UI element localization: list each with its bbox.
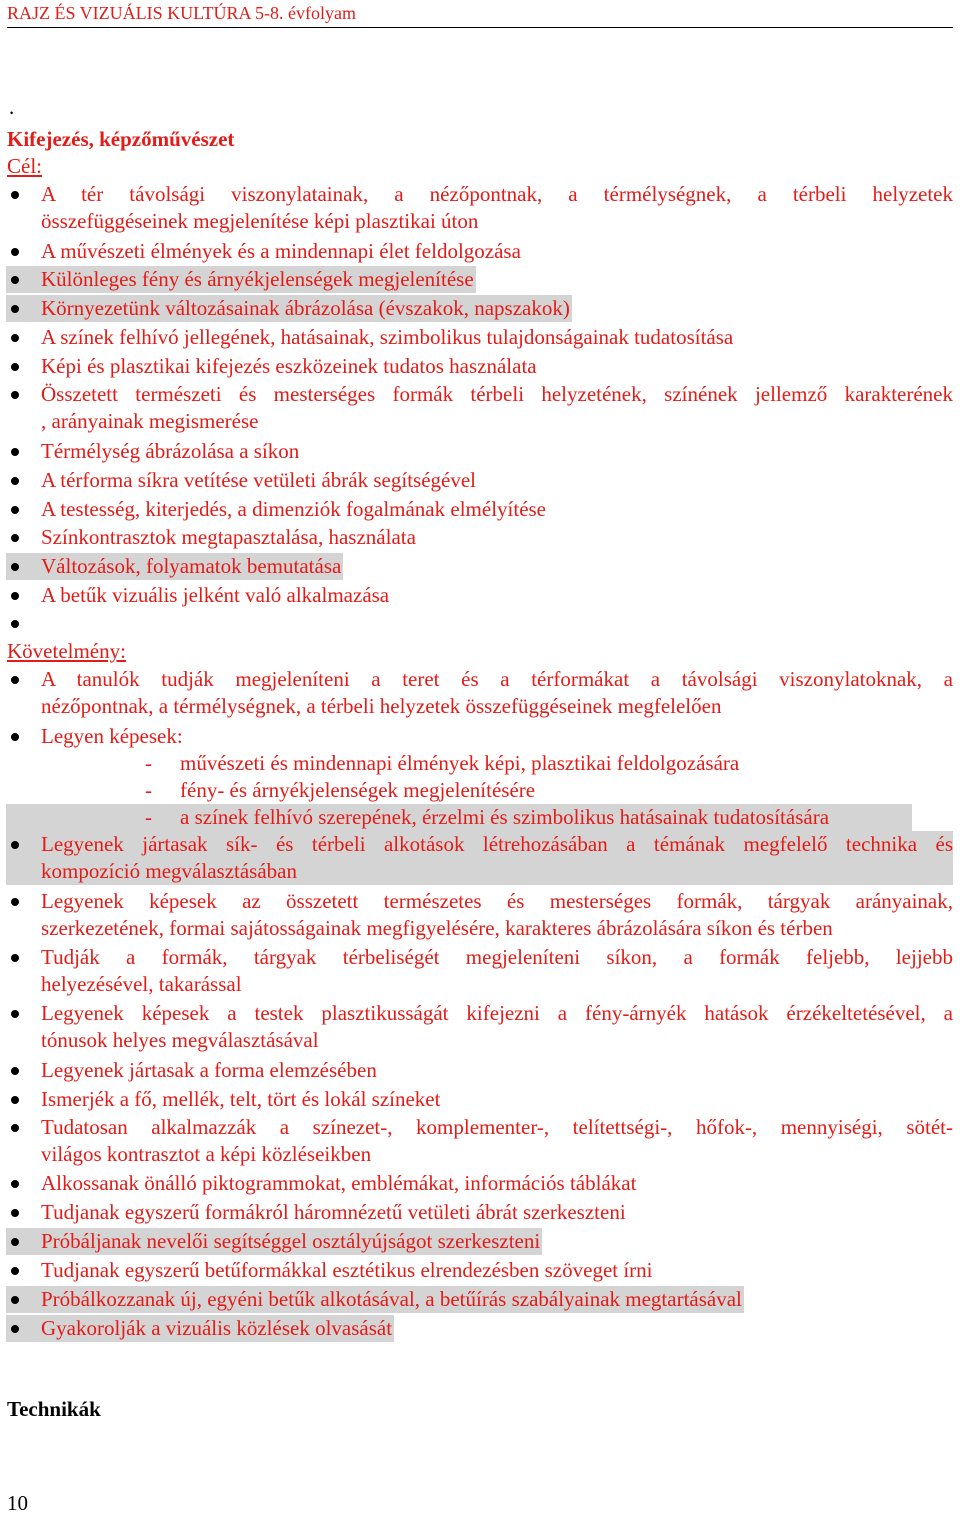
- bullet-icon: [11, 1067, 19, 1075]
- requirement-item-text: [41, 1114, 953, 1168]
- requirement-item-line: Próbáljanak nevelői segítséggel osztályújságot szerkeszteni: [41, 1229, 541, 1253]
- requirement-item-line: A tanulók tudják megjeleníteni a teret és a térformákat a távolsági viszonylatoknak, a: [41, 667, 953, 691]
- page-number: 10: [7, 1491, 28, 1515]
- requirement-item-text: [41, 1286, 953, 1313]
- requirement-item: [0, 888, 953, 942]
- goal-item-line: A betűk vizuális jelként való alkalmazása: [41, 583, 390, 607]
- sub-item-text: a színek felhívó szerepének, érzelmi és szimbolikus hatásainak tudatosítására: [180, 805, 830, 829]
- bullet-icon: [11, 1209, 19, 1217]
- requirement-item-line: tónusok helyes megválasztásával: [41, 1028, 319, 1052]
- requirement-item-line: Tudják a formák, tárgyak térbeliségét megjeleníteni síkon, a formák feljebb, lejjebb: [41, 945, 953, 969]
- leading-dot: .: [9, 95, 15, 119]
- bullet-icon: [11, 448, 19, 456]
- requirement-item-text: [41, 831, 953, 885]
- goal-item-line: A tér távolsági viszonylatainak, a nézőpontnak, a térmélységnek, a térbeli helyzetek: [41, 182, 953, 206]
- goal-item-line: A művészeti élmények és a mindennapi élet feldolgozása: [41, 239, 521, 263]
- goal-item-line: Színkontrasztok megtapasztalása, használata: [41, 525, 416, 549]
- bullet-icon: [11, 391, 19, 399]
- bullet-icon: [11, 248, 19, 256]
- goal-item-text: [41, 324, 953, 351]
- requirement-item-line: Legyenek jártasak a forma elemzésében: [41, 1058, 377, 1082]
- bullet-icon: [11, 191, 19, 199]
- header-title: RAJZ ÉS VIZUÁLIS KULTÚRA 5-8. évfolyam: [7, 3, 356, 23]
- requirement-item-text: [41, 1086, 953, 1113]
- requirement-item-text: [41, 944, 953, 998]
- goal-item: [0, 324, 953, 351]
- bullet-icon: [11, 733, 19, 741]
- requirement-item-line: Gyakorolják a vizuális közlések olvasását: [41, 1316, 393, 1340]
- requirement-item-line: Legyenek képesek az összetett természetes és mesterséges formák, tárgyak arányainak,: [41, 889, 953, 913]
- requirement-heading: Követelmény:: [7, 639, 126, 663]
- requirement-item-text: [41, 723, 953, 750]
- requirement-item-line: Legyenek képesek a testek plasztikusságát kifejezni a fény-árnyék hatások érzékeltetésével, a: [41, 1001, 953, 1025]
- goal-item-line: A testesség, kiterjedés, a dimenziók fogalmának elmélyítése: [41, 497, 547, 521]
- requirement-item-line: szerkezetének, formai sajátosságainak megfigyelésére, karakteres ábrázolására síkon és térben: [41, 916, 833, 940]
- goal-item-text: [41, 353, 953, 380]
- requirement-item: [0, 1057, 953, 1084]
- requirement-item-text: [41, 1170, 953, 1197]
- goal-item: [0, 381, 953, 435]
- requirement-item: [0, 723, 953, 750]
- bullet-icon: [11, 506, 19, 514]
- bullet-icon: [11, 1325, 19, 1333]
- goal-item-text: [41, 582, 953, 609]
- sub-item-text: művészeti és mindennapi élmények képi, plasztikai feldolgozására: [180, 751, 740, 775]
- bullet-icon: [11, 841, 19, 849]
- bullet-icon: [11, 276, 19, 284]
- goal-item-line: [41, 610, 953, 637]
- requirement-item-line: Legyen képesek:: [41, 724, 183, 748]
- requirement-item: [0, 944, 953, 998]
- bullet-icon: [11, 477, 19, 485]
- bullet-icon: [11, 1296, 19, 1304]
- goal-item-line: , arányainak megismerése: [41, 409, 259, 433]
- bullet-icon: [11, 1180, 19, 1188]
- requirement-item-line: Tudjanak egyszerű betűformákkal esztétikus elrendezésben szöveget írni: [41, 1258, 653, 1282]
- bullet-icon: [11, 334, 19, 342]
- goal-item: [0, 524, 953, 551]
- goal-item-text: [41, 295, 953, 322]
- goal-item-line: Összetett természeti és mesterséges formák térbeli helyzetének, színének jellemző karakterének: [41, 382, 953, 406]
- goal-item-text: [41, 524, 953, 551]
- requirement-item-line: Alkossanak önálló piktogrammokat, emblémákat, információs táblákat: [41, 1171, 637, 1195]
- goal-item: [0, 438, 953, 465]
- requirement-item: [0, 1114, 953, 1168]
- bullet-icon: [11, 1238, 19, 1246]
- bullet-icon: [11, 954, 19, 962]
- bullet-icon: [11, 592, 19, 600]
- goal-heading: Cél:: [7, 154, 42, 178]
- goal-item: [0, 582, 953, 609]
- bullet-icon: [11, 1010, 19, 1018]
- bullet-icon: [11, 676, 19, 684]
- sub-item-dash: -: [145, 751, 152, 775]
- bullet-icon: [11, 1124, 19, 1132]
- goal-item-line: Térmélység ábrázolása a síkon: [41, 439, 300, 463]
- requirement-item-line: Tudatosan alkalmazzák a színezet-, komplementer-, telítettségi-, hőfok-, mennyiségi, sötét-: [41, 1115, 953, 1139]
- sub-item-text: fény- és árnyékjelenségek megjelenítésére: [180, 778, 536, 802]
- goal-item-text: [41, 381, 953, 435]
- requirement-item-line: Tudjanak egyszerű formákról háromnézetű vetületi ábrát szerkeszteni: [41, 1200, 626, 1224]
- requirement-item-text: [41, 1057, 953, 1084]
- requirement-item: [0, 1199, 953, 1226]
- requirement-item-text: [41, 1228, 953, 1255]
- goal-item-text: [41, 238, 953, 265]
- sub-item-dash: -: [145, 805, 152, 829]
- page-header: [7, 0, 953, 28]
- goal-item: [0, 353, 953, 380]
- goal-item-text: [41, 438, 953, 465]
- requirement-item: [0, 831, 953, 885]
- requirement-item-line: kompozíció megválasztásában: [41, 859, 297, 883]
- goal-item-text: [41, 266, 953, 293]
- requirement-item-text: [41, 1257, 953, 1284]
- requirement-item-text: [41, 888, 953, 942]
- bullet-icon: [11, 534, 19, 542]
- requirement-item: [0, 1000, 953, 1054]
- requirement-item-text: [41, 1000, 953, 1054]
- section-title: Kifejezés, képzőművészet: [7, 127, 235, 151]
- requirement-item-line: Legyenek jártasak sík- és térbeli alkotások létrehozásában a témának megfelelő technika és: [41, 832, 953, 856]
- goal-item: [0, 238, 953, 265]
- requirement-item: [0, 1228, 953, 1255]
- requirement-item: [0, 1257, 953, 1284]
- bullet-icon: [11, 563, 19, 571]
- requirement-item: [0, 1315, 953, 1342]
- requirement-item-line: világos kontrasztot a képi közléseikben: [41, 1142, 372, 1166]
- requirement-item-line: Ismerjék a fő, mellék, telt, tört és lokál színeket: [41, 1087, 441, 1111]
- goal-item: [0, 295, 953, 322]
- requirement-item-line: helyezésével, takarással: [41, 972, 242, 996]
- sub-item-dash: -: [145, 778, 152, 802]
- goal-item-text: [41, 610, 953, 637]
- goal-item-line: Képi és plasztikai kifejezés eszközeinek tudatos használata: [41, 354, 537, 378]
- requirement-item-line: Próbálkozzanak új, egyéni betűk alkotásával, a betűírás szabályainak megtartásával: [41, 1287, 742, 1311]
- requirement-item: [0, 1170, 953, 1197]
- requirement-item-text: [41, 1315, 953, 1342]
- requirement-item: [0, 1086, 953, 1113]
- goal-item-line: A térforma síkra vetítése vetületi ábrák segítségével: [41, 468, 477, 492]
- goal-item-line: összefüggéseinek megjelenítése képi plasztikai úton: [41, 209, 479, 233]
- requirement-item: [0, 1286, 953, 1313]
- requirement-item: [0, 666, 953, 720]
- goal-item-text: [41, 467, 953, 494]
- techniques-heading: Technikák: [7, 1397, 101, 1421]
- goal-item-text: [41, 496, 953, 523]
- bullet-icon: [11, 363, 19, 371]
- goal-item-text: [41, 553, 953, 580]
- bullet-icon: [11, 898, 19, 906]
- bullet-icon: [11, 305, 19, 313]
- goal-item-line: A színek felhívó jellegének, hatásainak, szimbolikus tulajdonságainak tudatosítása: [41, 325, 734, 349]
- goal-item-text: [41, 181, 953, 235]
- requirement-item-text: [41, 1199, 953, 1226]
- goal-item-line: Környezetünk változásainak ábrázolása (évszakok, napszakok): [41, 296, 570, 320]
- goal-item: [0, 553, 953, 580]
- goal-item-line: Változások, folyamatok bemutatása: [41, 554, 342, 578]
- bullet-icon: [11, 620, 19, 628]
- goal-item: [0, 266, 953, 293]
- requirement-item-line: nézőpontnak, a térmélységnek, a térbeli helyzetek összefüggéseinek megfelelően: [41, 694, 722, 718]
- requirement-item-text: [41, 666, 953, 720]
- goal-item: [0, 467, 953, 494]
- goal-item-line: Különleges fény és árnyékjelenségek megjelenítése: [41, 267, 474, 291]
- bullet-icon: [11, 1267, 19, 1275]
- bullet-icon: [11, 1096, 19, 1104]
- goal-item: [0, 610, 953, 637]
- goal-item: [0, 496, 953, 523]
- goal-item: [0, 181, 953, 235]
